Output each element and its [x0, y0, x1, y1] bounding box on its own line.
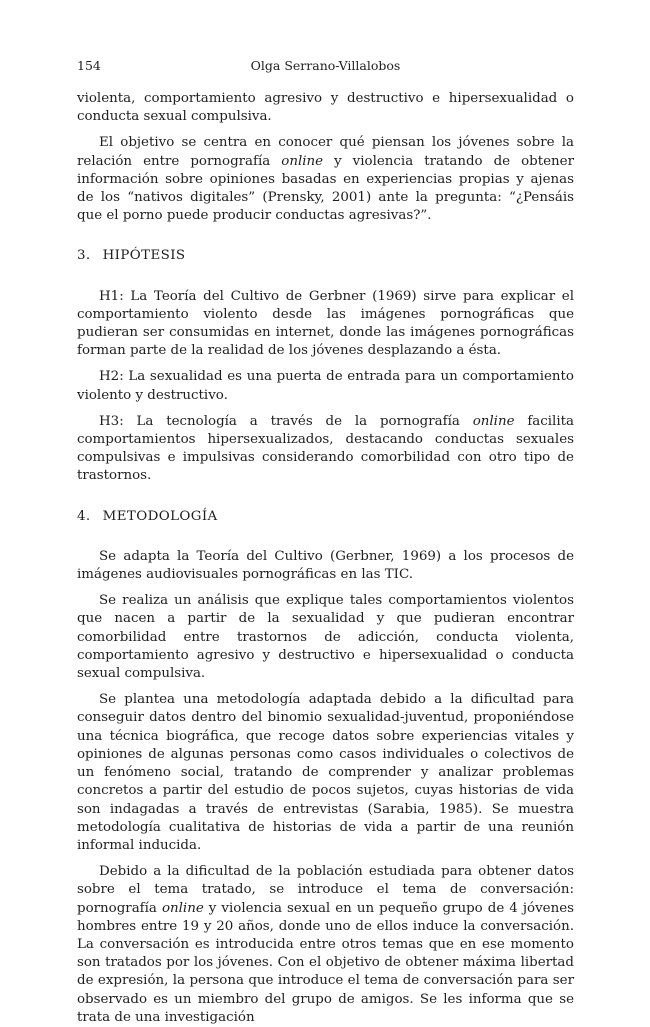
method-4-text-1: Debido a la dificultad de la población estudiada para obtener datos sobre el tema tratado, se introduce el tema de conversación: pornografía	[77, 864, 574, 916]
hypothesis-1: H1: La Teoría del Cultivo de Gerbner (1969) sirve para explicar el comportamiento violento desde las imágenes pornográficas que pudieran ser consumidas en internet, donde las imágenes pornográficas forman parte de la realidad de los jóvenes desplazando a ésta.	[77, 288, 574, 359]
objective-text-1: El objetivo se centra en conocer qué piensan los jóvenes sobre la relación entre pornografía	[77, 135, 574, 169]
section-number: 3.	[77, 248, 91, 264]
objective-text-2: y violencia tratando de obtener información sobre opiniones basadas en experiencias propias y ajenas de los “nativos digitales” (Prensky, 2001) ante la pregunta: “¿Pensáis que el porno puede producir conductas agresivas?”.	[77, 153, 574, 224]
objective-italic: online	[281, 153, 324, 169]
method-paragraph-3: Se plantea una metodología adaptada debido a la dificultad para conseguir datos dentro del binomio sexualidad-juventud, proponiéndose una técnica biográfica, que recoge datos sobre experiencias vitales y opiniones de algunas personas como casos individuales o colectivos de un fenómeno social, tratando de comprender y analizar problemas concretos a partir del estudio de pocos sujetos, cuyas historias de vida son indagadas a través de entrevistas (Sarabia, 1985). Se muestra metodología cualitativa de historias de vida a partir de una reunión informal inducida.	[77, 692, 574, 853]
continuation-paragraph: violenta, comportamiento agresivo y destructivo e hipersexualidad o conducta sexual compulsiva.	[77, 91, 574, 125]
page-number: 154	[77, 58, 101, 73]
method-paragraph-2: Se realiza un análisis que explique tales comportamientos violentos que nacen a partir de la sexualidad y que pudieran encontrar comorbilidad entre trastornos de adicción, conducta violenta, comportamiento agresivo y destructivo e hipersexualidad o conducta sexual compulsiva.	[77, 593, 574, 682]
hypothesis-3	[77, 413, 574, 486]
method-4-text-2: y violencia sexual en un pequeño grupo de 4 jóvenes hombres entre 19 y 20 años, donde uno de ellos induce la conversación. La conversación es introducida entre otros temas que en ese momento son tratados por los jóvenes. Con el objetivo de obtener máxima libertad de expresión, la persona que introduce el tema de conversación para ser observado es un miembro del grupo de amigos. Se les informa que se trata de una investigación	[77, 900, 574, 1025]
section-title: METODOLOGÍA	[102, 508, 218, 524]
hypothesis-2: H2: La sexualidad es una puerta de entrada para un comportamiento violento y destructivo.	[77, 369, 574, 403]
hypothesis-3-italic: online	[472, 413, 515, 429]
method-paragraph-1: Se adapta la Teoría del Cultivo (Gerbner, 1969) a los procesos de imágenes audiovisuales pornográficas en las TIC.	[77, 548, 574, 583]
section-title: HIPÓTESIS	[102, 248, 186, 264]
method-paragraph-4	[77, 863, 574, 1027]
objective-paragraph	[77, 134, 574, 225]
hypothesis-3-text-2: facilita comportamientos hipersexualizados, destacando conductas sexuales compulsivas e impulsivas considerando comorbilidad con otro tipo de trastornos.	[77, 413, 574, 484]
page-body	[77, 90, 574, 1027]
running-header	[77, 56, 574, 76]
hypothesis-3-text-1: H3: La tecnología a través de la pornografía	[99, 413, 473, 429]
section-heading-hipotesis	[77, 247, 574, 265]
section-heading-metodologia	[77, 508, 574, 526]
author-running-head: Olga Serrano-Villalobos	[250, 58, 401, 73]
method-4-italic: online	[161, 900, 204, 916]
section-number: 4.	[77, 508, 91, 524]
